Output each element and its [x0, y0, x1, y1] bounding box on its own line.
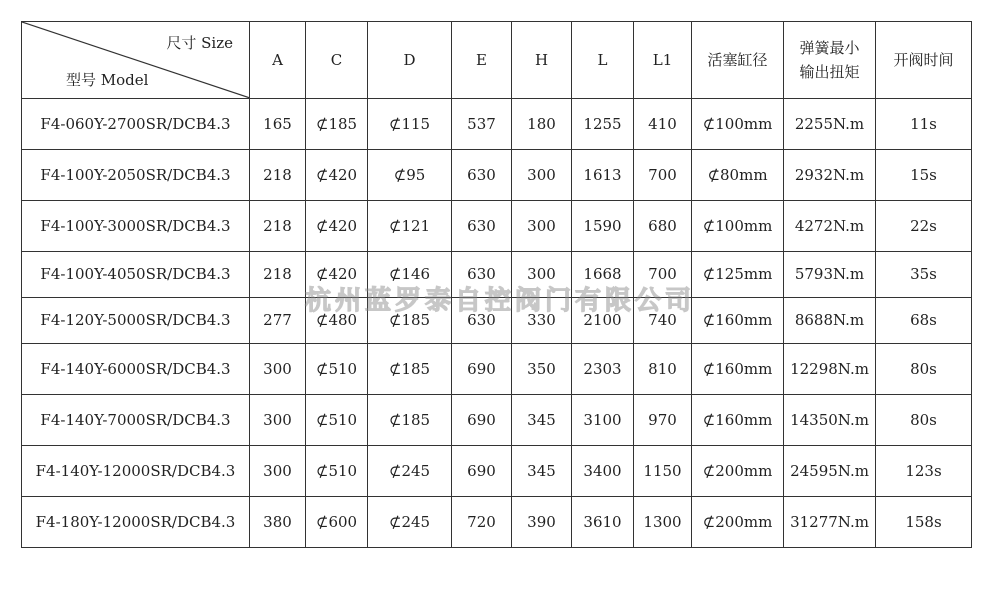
cell-model: F4-140Y-12000SR/DCB4.3: [22, 446, 250, 497]
cell-c: ⊄510: [306, 446, 368, 497]
cell-piston-bore: ⊄160mm: [692, 298, 784, 344]
cell-min-torque: 12298N.m: [784, 344, 876, 395]
cell-piston-bore: ⊄200mm: [692, 497, 784, 548]
cell-h: 345: [512, 446, 572, 497]
col-header-h: H: [512, 22, 572, 99]
cell-d: ⊄245: [368, 497, 452, 548]
cell-e: 537: [452, 99, 512, 150]
cell-a: 218: [250, 201, 306, 252]
cell-l: 1255: [572, 99, 634, 150]
cell-min-torque: 14350N.m: [784, 395, 876, 446]
cell-h: 300: [512, 201, 572, 252]
cell-l: 2303: [572, 344, 634, 395]
cell-l1: 970: [634, 395, 692, 446]
cell-open-time: 15s: [876, 150, 972, 201]
cell-e: 630: [452, 150, 512, 201]
cell-c: ⊄420: [306, 201, 368, 252]
cell-d: ⊄115: [368, 99, 452, 150]
min-torque-line2: 输出扭矩: [799, 63, 860, 81]
cell-open-time: 123s: [876, 446, 972, 497]
table-body: [22, 99, 972, 548]
cell-c: ⊄420: [306, 150, 368, 201]
table-row: [22, 446, 972, 497]
cell-piston-bore: ⊄125mm: [692, 252, 784, 298]
cell-l1: 740: [634, 298, 692, 344]
cell-a: 300: [250, 395, 306, 446]
cell-open-time: 11s: [876, 99, 972, 150]
cell-e: 690: [452, 395, 512, 446]
cell-min-torque: 4272N.m: [784, 201, 876, 252]
cell-open-time: 80s: [876, 395, 972, 446]
cell-a: 380: [250, 497, 306, 548]
cell-model: F4-180Y-12000SR/DCB4.3: [22, 497, 250, 548]
cell-a: 277: [250, 298, 306, 344]
cell-min-torque: 2932N.m: [784, 150, 876, 201]
cell-h: 300: [512, 252, 572, 298]
cell-l: 1668: [572, 252, 634, 298]
cell-min-torque: 31277N.m: [784, 497, 876, 548]
cell-d: ⊄146: [368, 252, 452, 298]
table-row: [22, 150, 972, 201]
table-row: [22, 497, 972, 548]
table-row: [22, 298, 972, 344]
cell-l1: 680: [634, 201, 692, 252]
col-header-e: E: [452, 22, 512, 99]
cell-model: F4-100Y-4050SR/DCB4.3: [22, 252, 250, 298]
cell-model: F4-120Y-5000SR/DCB4.3: [22, 298, 250, 344]
cell-c: ⊄480: [306, 298, 368, 344]
table-row: [22, 201, 972, 252]
cell-l1: 700: [634, 252, 692, 298]
cell-c: ⊄510: [306, 395, 368, 446]
cell-min-torque: 24595N.m: [784, 446, 876, 497]
cell-d: ⊄95: [368, 150, 452, 201]
cell-open-time: 35s: [876, 252, 972, 298]
min-torque-line1: 弹簧最小: [799, 39, 860, 57]
cell-a: 218: [250, 252, 306, 298]
cell-a: 300: [250, 446, 306, 497]
cell-model: F4-100Y-2050SR/DCB4.3: [22, 150, 250, 201]
cell-h: 390: [512, 497, 572, 548]
col-header-open-time: 开阀时间: [876, 22, 972, 99]
table-row: [22, 99, 972, 150]
table-row: [22, 344, 972, 395]
model-label: 型号 Model: [66, 71, 149, 90]
cell-d: ⊄185: [368, 344, 452, 395]
cell-a: 218: [250, 150, 306, 201]
cell-h: 350: [512, 344, 572, 395]
table-row: [22, 395, 972, 446]
cell-piston-bore: ⊄100mm: [692, 201, 784, 252]
cell-min-torque: 8688N.m: [784, 298, 876, 344]
cell-d: ⊄121: [368, 201, 452, 252]
cell-e: 630: [452, 201, 512, 252]
cell-min-torque: 5793N.m: [784, 252, 876, 298]
cell-d: ⊄185: [368, 298, 452, 344]
col-header-piston-bore: 活塞缸径: [692, 22, 784, 99]
spec-sheet: [21, 21, 972, 548]
header-diagonal-cell: [22, 22, 250, 99]
cell-c: ⊄185: [306, 99, 368, 150]
col-header-a: A: [250, 22, 306, 99]
cell-h: 180: [512, 99, 572, 150]
cell-l: 1590: [572, 201, 634, 252]
cell-h: 330: [512, 298, 572, 344]
cell-open-time: 80s: [876, 344, 972, 395]
cell-l1: 410: [634, 99, 692, 150]
cell-l: 2100: [572, 298, 634, 344]
cell-open-time: 68s: [876, 298, 972, 344]
cell-model: F4-100Y-3000SR/DCB4.3: [22, 201, 250, 252]
cell-piston-bore: ⊄80mm: [692, 150, 784, 201]
table-row: [22, 252, 972, 298]
cell-piston-bore: ⊄160mm: [692, 395, 784, 446]
size-label: 尺寸 Size: [166, 34, 233, 52]
cell-d: ⊄185: [368, 395, 452, 446]
cell-l: 1613: [572, 150, 634, 201]
col-header-c: C: [306, 22, 368, 99]
cell-model: F4-060Y-2700SR/DCB4.3: [22, 99, 250, 150]
col-header-l: L: [572, 22, 634, 99]
cell-l1: 810: [634, 344, 692, 395]
col-header-min-torque: [784, 22, 876, 99]
cell-model: F4-140Y-7000SR/DCB4.3: [22, 395, 250, 446]
company-watermark: 杭州蓝罗泰自控阀门有限公司: [304, 286, 695, 316]
cell-l: 3100: [572, 395, 634, 446]
header-row: [22, 22, 972, 99]
cell-h: 345: [512, 395, 572, 446]
cell-open-time: 22s: [876, 201, 972, 252]
cell-e: 720: [452, 497, 512, 548]
cell-d: ⊄245: [368, 446, 452, 497]
cell-model: F4-140Y-6000SR/DCB4.3: [22, 344, 250, 395]
cell-e: 690: [452, 446, 512, 497]
cell-e: 630: [452, 298, 512, 344]
cell-piston-bore: ⊄160mm: [692, 344, 784, 395]
cell-l1: 700: [634, 150, 692, 201]
col-header-d: D: [368, 22, 452, 99]
cell-h: 300: [512, 150, 572, 201]
cell-e: 630: [452, 252, 512, 298]
cell-open-time: 158s: [876, 497, 972, 548]
cell-e: 690: [452, 344, 512, 395]
cell-piston-bore: ⊄100mm: [692, 99, 784, 150]
cell-l1: 1150: [634, 446, 692, 497]
cell-piston-bore: ⊄200mm: [692, 446, 784, 497]
cell-a: 300: [250, 344, 306, 395]
cell-min-torque: 2255N.m: [784, 99, 876, 150]
cell-l: 3400: [572, 446, 634, 497]
col-header-l1: L1: [634, 22, 692, 99]
cell-l: 3610: [572, 497, 634, 548]
cell-c: ⊄510: [306, 344, 368, 395]
cell-l1: 1300: [634, 497, 692, 548]
cell-a: 165: [250, 99, 306, 150]
spec-table: [21, 21, 972, 548]
cell-c: ⊄420: [306, 252, 368, 298]
cell-c: ⊄600: [306, 497, 368, 548]
